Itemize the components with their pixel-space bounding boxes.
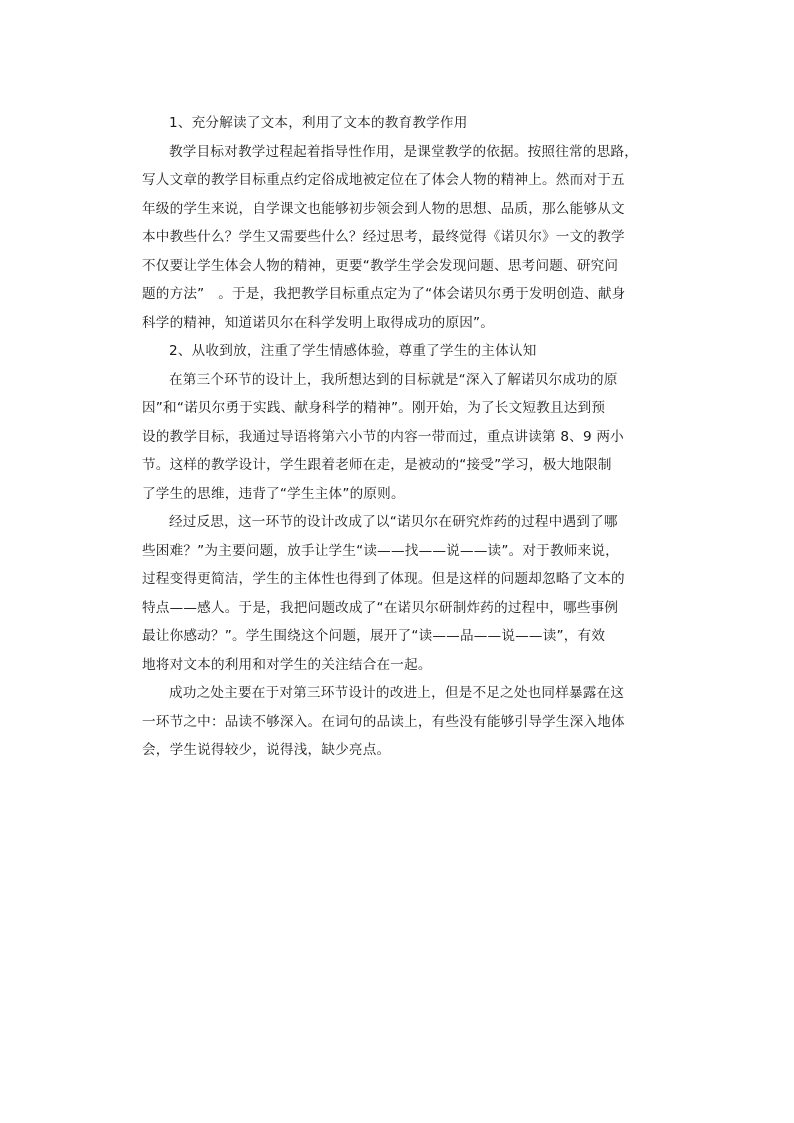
paragraph-line: 年级的学生来说，自学课文也能够初步领会到人物的思想、品质，那么能够从文 (142, 200, 625, 217)
paragraph-line: 节。这样的教学设计，学生跟着老师在走，是被动的“接受”学习，极大地限制 (142, 457, 612, 473)
paragraph-line: 题的方法” 。于是，我把教学目标重点定为了“体会诺贝尔勇于发明创造、献身 (142, 286, 626, 302)
paragraph-line: 在第三个环节的设计上，我所想达到的目标就是“深入了解诺贝尔成功的原 (169, 371, 618, 388)
paragraph-line: 一环节之中：品读不够深入。在词句的品读上，有些没有能够引导学生深入地体 (142, 713, 625, 730)
paragraph-line: 科学的精神，知道诺贝尔在科学发明上取得成功的原因”。 (142, 314, 495, 331)
body-paragraph (142, 366, 666, 509)
document-body (142, 109, 666, 765)
paragraph-line: 过程变得更简洁，学生的主体性也得到了体现。但是这样的问题却忽略了文本的 (142, 571, 625, 587)
paragraph-line: 不仅要让学生体会人物的精神，更要“教学生学会发现问题、思考问题、研究问 (142, 257, 619, 274)
paragraph-line: 最让你感动？”。学生围绕这个问题，展开了“读——品——说——读”，有效 (142, 628, 606, 644)
paragraph-line: 成功之处主要在于对第三环节设计的改进上，但是不足之处也同样暴露在这 (169, 685, 625, 701)
heading-text: 2、从收到放，注重了学生情感体验，尊重了学生的主体认知 (169, 343, 537, 359)
body-paragraph (142, 679, 666, 765)
paragraph-line: 写人文章的教学目标重点约定俗成地被定位在了体会人物的精神上。然而对于五 (142, 172, 625, 188)
paragraph-line: 教学目标对教学过程起着指导性作用，是课堂教学的依据。按照往常的思路， (169, 143, 638, 160)
paragraph-line: 了学生的思维，违背了“学生主体”的原则。 (142, 485, 405, 502)
body-paragraph (142, 508, 666, 679)
paragraph-line: 会，学生说得较少，说得浅，缺少亮点。 (142, 742, 391, 758)
body-paragraph (142, 138, 666, 338)
paragraph-line: 些困难？”为主要问题，放手让学生“读——找——说——读”。对于教师来说， (142, 542, 619, 559)
paragraph-line: 经过反思，这一环节的设计改成了以“诺贝尔在研究炸药的过程中遇到了哪 (169, 514, 618, 530)
section-heading (142, 337, 666, 366)
heading-text: 1、充分解读了文本，利用了文本的教育教学作用 (169, 115, 468, 131)
section-heading (142, 109, 666, 138)
paragraph-line: 特点——感人。于是，我把问题改成了“在诺贝尔研制炸药的过程中，哪些事例 (142, 599, 619, 616)
paragraph-line: 本中教些什么？学生又需要些什么？经过思考，最终觉得《诺贝尔》一文的教学 (142, 229, 625, 245)
paragraph-line: 因”和“诺贝尔勇于实践、献身科学的精神”。刚开始，为了长文短教且达到预 (142, 400, 606, 416)
paragraph-line: 地将对文本的利用和对学生的关注结合在一起。 (142, 656, 432, 673)
paragraph-line: 设的教学目标，我通过导语将第六小节的内容一带而过，重点讲读第 8、9 两小 (142, 428, 624, 445)
